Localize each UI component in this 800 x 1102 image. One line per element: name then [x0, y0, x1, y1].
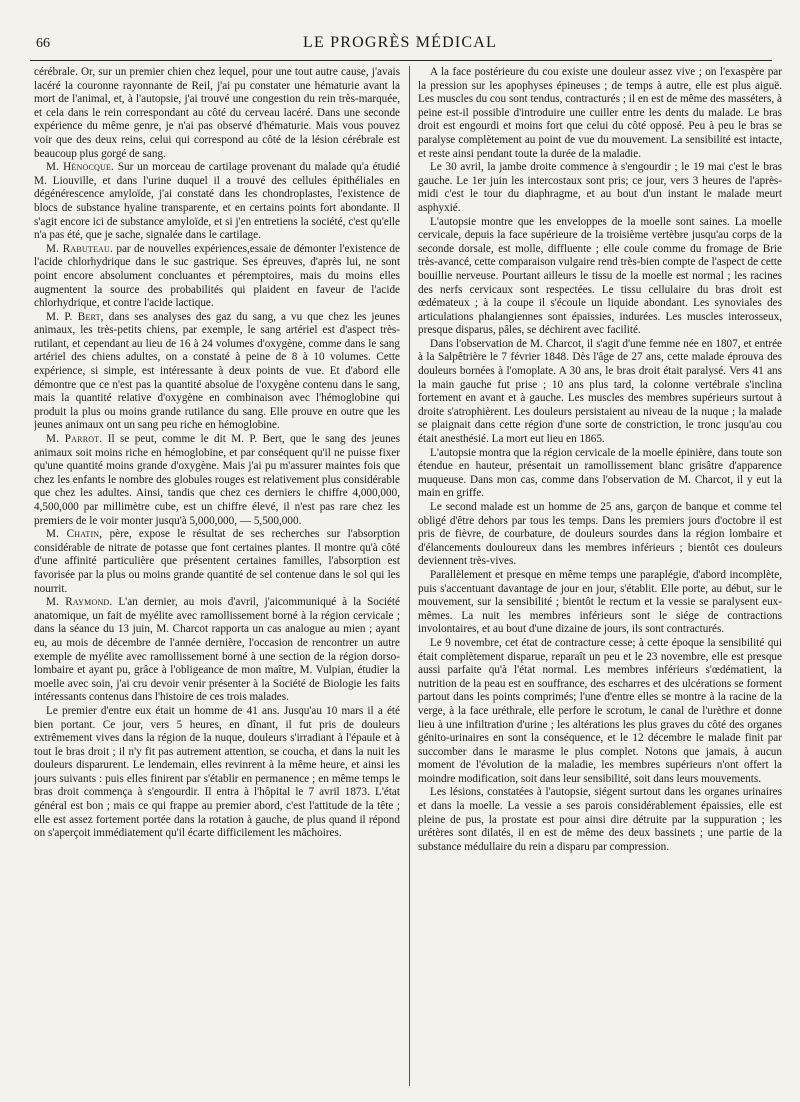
header-rule [30, 60, 772, 61]
page-number: 66 [36, 36, 50, 51]
paragraph-text: Dans l'observation de M. Charcot, il s'agit d'une femme née en 1807, et entrée à la Salpêtrière le 7 février 1848. Dès l'âge de 27 ans, cette malade éprouva des douleurs bornées à l'omoplate. A 30 ans, le bras droit était paralysé. Vers 41 ans la main gauche fut prise ; 10 ans plus tard, la colonne vertébrale s'inclina fortement en avant et à gauche. Les muscles des membres supérieurs surtout à droite s'atrophièrent. Les douleurs persistaient au niveau de la nuque ; la malade se plaignait dans cette région d'une sorte de constriction, le tronc jusqu'au cou était anesthésié. La mort eut lieu en 1865. [418, 337, 782, 446]
paragraph [418, 569, 782, 637]
speaker-name: M. Rabuteau. [46, 242, 113, 255]
running-head [30, 32, 770, 54]
paragraph [34, 528, 400, 596]
paragraph [418, 501, 782, 569]
paragraph [418, 786, 782, 854]
paragraph-text: L'autopsie montra que la région cervicale de la moelle épinière, dans toute son étendue en hauteur, présentait un ramollissement blanc grisâtre d'apparence muqueuse. Dans mon cas, comme dans l'observation de M. Charcot, il y eut la main en griffe. [418, 446, 782, 500]
paragraph [34, 705, 400, 841]
paragraph [34, 433, 400, 528]
speaker-name: M. Parrot. [46, 433, 103, 446]
paragraph-text: Le 30 avril, la jambe droite commence à s'engourdir ; le 19 mai c'est le bras gauche. Le 1er juin les intercostaux sont pris; ce jour, vers 3 heures de l'après-midi c'est le tour du diaphragme, et au bout d'un instant le malade meurt asphyxié. [418, 161, 782, 214]
paragraph [418, 338, 782, 447]
right-column [418, 66, 782, 1090]
paragraph-text: Le 9 novembre, cet état de contracture cesse; à cette époque la sensibilité qui était complètement disparue, reparaît un peu et le 23 novembre, elle est presque aussi parfaite qu'à l'état normal. Les membres inférieurs s'œdématient, la nutrition de la peau est en souffrance, des escharres et des ulcérations se forment partout dans les points comprimés; l'une d'entre elles se montre à la racine de la verge, à la face uréthrale, elle perfore le scrotum, le canal de l'urèthre et donne lieu à une infiltration d'urine ; les altérations les plus graves du côté des organes génito-urinaires en sont la conséquence, et le 12 décembre le malade finit par succomber dans le marasme le plus complet. Notons que jamais, à aucun moment de l'évolution de la maladie, les membres supérieurs n'ont offert la moindre modification, soit dans leur sensibilité, soit dans leurs mouvements. [418, 636, 782, 785]
paragraph-text: Parallèlement et presque en même temps une paraplégie, d'abord incomplète, puis s'accentuant davantage de jour en jour, s'établit. Elle porte, au début, sur le mouvement, sur la sensibilité ; bientôt le rectum et la vessie se paralysent eux-mêmes. La nuit les membres inférieurs sont le siége de contractions involontaires, et au bout d'une dizaine de jours, ils sont contracturés. [418, 568, 782, 636]
paragraph [418, 66, 782, 161]
paragraph-text: A la face postérieure du cou existe une douleur assez vive ; on l'exaspère par la pression sur les apophyses épineuses ; de temps à autre, elle est plus aiguë. Les muscles du cou sont tendus, contracturés ; il en est de même des masséters, à peine est-il possible d'introduire une cuiller entre les dents du malade. Le bras droit est engourdi et moins fort que celui du côté opposé. Peu à peu le bras se paralyse complètement au point de vue du mouvement. La sensibilité est intacte, et reste ainsi pendant toute la durée de la maladie. [418, 66, 782, 160]
paragraph [34, 243, 400, 311]
paragraph [34, 311, 400, 433]
paragraph-text: Les lésions, constatées à l'autopsie, siégent surtout dans les organes urinaires et dans la moelle. La vessie a ses parois considérablement épaissies, elle est pleine de pus, la prostate est pour ainsi dire détruite par la suppuration ; les urétères sont dilatés, il en est de même des deux bassinets ; une partie de la substance médullaire du rein a disparu par compression. [418, 786, 782, 853]
speaker-name: M. P. Bert, [46, 310, 104, 323]
speaker-name: M. Hénocque. [46, 161, 115, 174]
paragraph-text: Le second malade est un homme de 25 ans, garçon de banque et comme tel obligé d'être dehors par tous les temps. Dans les premiers jours d'octobre il est pris de fièvre, de courbature, de douleurs sourdes dans la région lombaire et d'élancements douloureux dans les membres inférieurs ; bientôt ces douleurs deviennent très-vives. [418, 501, 782, 568]
paragraph-text: Sur un morceau de cartilage provenant du malade qu'a étudié M. Liouville, et dans l'urine duquel il a trouvé des cellules épithéliales en dégénérescence amyloïde, j'ai constaté dans les chondroplastes, l'existence de blocs de substance hyaline transparente, et en certains points fort abondante. Il s'agit encore ici de substance amyloïde, et si j'en entretiens la société, c'est qu'elle n'a pas été, que je sache, signalée dans le cartilage. [34, 161, 400, 242]
paragraph [418, 447, 782, 501]
paragraph-text: père, expose le résultat de ses recherches sur l'absorption considérable de nitrate de potasse que font certaines plantes. Il montre qu'à côté d'une affinité particulière que présentent certaines familles, l'absorption est favorisée par la plus ou moins grande quantité de sel contenue dans le sol qui les nourrit. [34, 528, 400, 595]
paragraph [418, 637, 782, 787]
paragraph-text: Il se peut, comme le dit M. P. Bert, que le sang des jeunes animaux soit moins riche en hémoglobine, et par conséquent qu'il ne puisse fixer qu'une quantité moins grande d'oxygène. Mais j'ai pu m'assurer maintes fois que chez les enfants le nombre des globules rouges est relativement plus considérable que chez les adultes. Ainsi, tandis que chez ces derniers le chiffre 4,000,000, 4,500,000 par millimètre cube, est un chiffre élevé, il n'est pas rare chez les premiers de le voir monter jusqu'à 5,000,000, — 5,500,000. [34, 433, 400, 527]
paragraph [418, 161, 782, 215]
paragraph-text: L'autopsie montre que les enveloppes de la moelle sont saines. La moelle cervicale, depuis la face supérieure de la troisième vertèbre jusqu'au corps de la seconde dorsale, est molle, diffluente ; elle coule comme du fromage de Brie très-avancé, cette comparaison vulgaire rend très-bien compte de l'aspect de cette bouillie nerveuse. Pourtant ailleurs le tissu de la moelle est normal ; les racines des nerfs cervicaux sont respectées. Le tissu cellulaire du bras droit est œdémateux ; à la coupe il s'écoule un liquide abondant. Les synoviales des articulations phalangiennes sont épaissies, indurées. Les muscles interosseux, presque disparus, pâles, se déchirent avec facilité. [418, 215, 782, 337]
paragraph [34, 66, 400, 161]
paragraph-text: par de nouvelles expériences,essaie de démonter l'existence de l'acide chlorhydrique dans le suc gastrique. Ses épreuves, d'après lui, ne sont point encore absolument concluantes et péremptoires, mais du moins elles augmentent la source des probabilités qui plaident en faveur de l'acide chlorhydrique, et contre l'acide lactique. [34, 242, 400, 310]
paragraph [34, 161, 400, 243]
column-divider [409, 66, 410, 1086]
paragraph-text: cérébrale. Or, sur un premier chien chez lequel, pour une tout autre cause, j'avais lacéré la couronne rayonnante de Reil, j'ai pu constater une hématurie avant la mort de l'animal, et, à l'autopsie, j'ai trouvé une congestion du rein très-marquée, et cela dans le rein correspondant au côté du cerveau lacéré. Dans une seconde expérience du même genre, je n'ai pas observé d'hématurie. Mais vous pouvez voir que des deux reins, celui qui correspond au côté de la lésion cérébrale est beaucoup plus gorgé de sang. [34, 66, 400, 160]
paragraph-text: Le premier d'entre eux était un homme de 41 ans. Jusqu'au 10 mars il a été bien portant. Ce jour, vers 5 heures, en dînant, il fut pris de douleurs extrêmement vives dans la région de la nuque, douleurs s'irradiant à l'épaule et à tout le bras droit ; il n'y fit pas autrement attention, se coucha, et dans la nuit les douleurs disparurent. Le lendemain, elles revinrent à la même heure, et ainsi les jours suivants : puis elles finirent par s'établir en permanence ; en même temps le bras droit commença à s'engourdir. Il entra à l'hôpital le 7 avril 1873. L'état général est bon ; mais ce qui frappe au premier abord, c'est l'attitude de la tête ; elle est assez fortement portée dans la rotation à gauche, de plus quand il répond on s'aperçoit immédiatement qu'il écarte difficilement les mâchoires. [34, 704, 400, 840]
speaker-name: M. Chatin, [46, 528, 103, 541]
paragraph [34, 596, 400, 705]
paragraph-text: dans ses analyses des gaz du sang, a vu que chez les jeunes animaux, les très-petits chiens, par exemple, le sang artériel est d'aspect très-rutilant, et cependant au lieu de 16 à 24 volumes d'oxygène, comme dans le sang artériel des chiens adultes, on a constaté à peine de 8 à 10 volumes. Cette expérience, si simple, est intéressante à deux points de vue. Et d'abord elle démontre que ce n'est pas la quantité absolue de l'oxygène contenu dans le sang, mais la quantité relative d'oxygène en combinaison avec l'hémoglobine qui produit la plus ou moins grande rutilance du sang. Elle prouve en outre que les jeunes animaux ont un sang peu riche en hémoglobine. [34, 310, 400, 432]
speaker-name: M. Raymond. [46, 596, 113, 609]
paragraph [418, 216, 782, 338]
left-column [34, 66, 400, 1090]
paragraph-text: L'an dernier, au mois d'avril, j'aicommuniqué à la Société anatomique, un fait de myélite avec ramollissement borné à la région cervicale ; dans la séance du 13 juin, M. Charcot rapporta un cas analogue au mien ; ayant eu, au mois de décembre de l'année dernière, l'occasion de rencontrer un autre exemple de myélite avec ramollissement borné à une section de la région dorso-lombaire et ayant pu, grâce à l'obligeance de mon maître, M. Vulpian, étudier la moelle avec soin, j'ai cru devoir venir présenter à la Société de Biologie les faits intéressants contenus dans l'histoire de ces trois malades. [34, 596, 400, 704]
journal-title: LE PROGRÈS MÉDICAL [302, 34, 498, 51]
